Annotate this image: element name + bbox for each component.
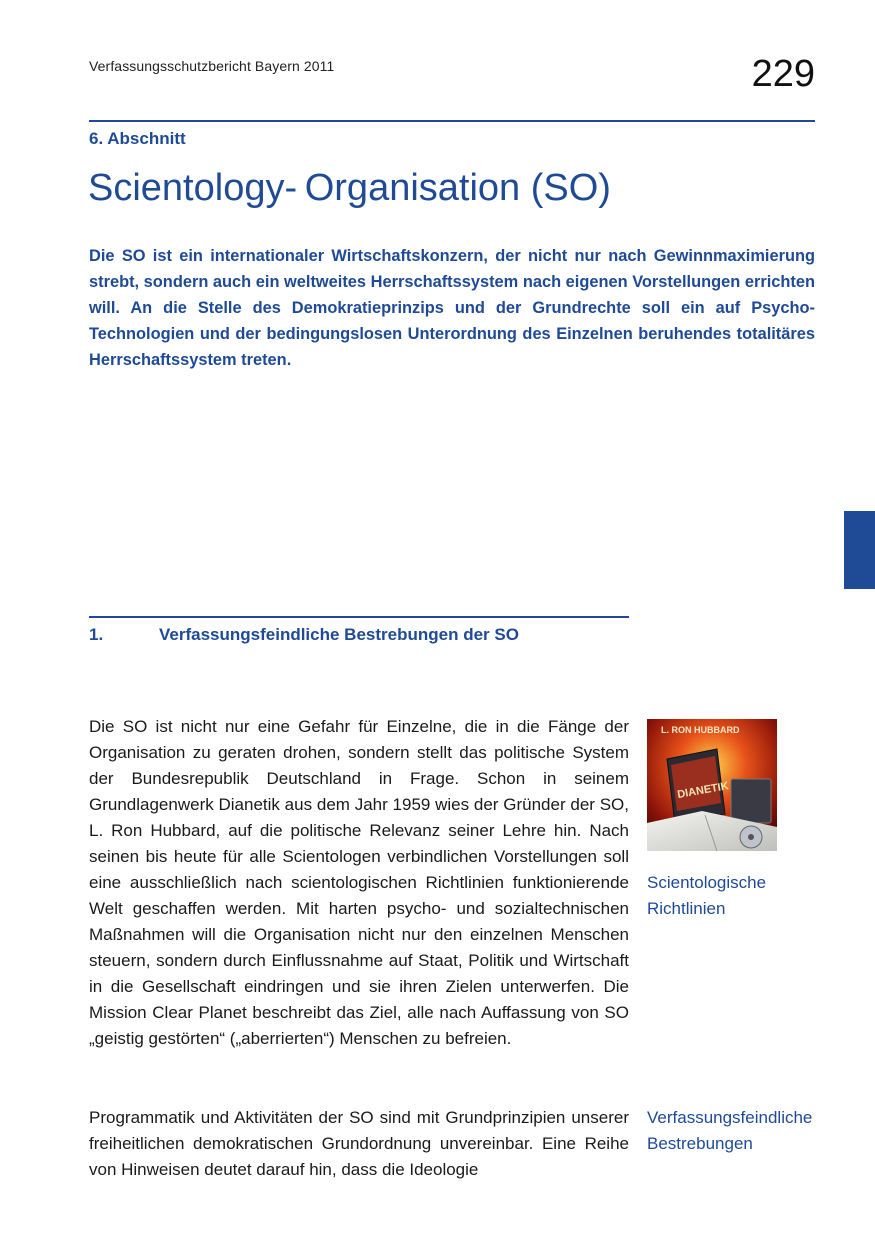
subsection-title: Verfassungsfeindliche Bestrebungen der SO (159, 625, 519, 644)
running-header-title: Verfassungsschutzbericht Bayern 2011 (89, 58, 335, 74)
subsection-rule (89, 616, 629, 618)
chapter-lead-paragraph: Die SO ist ein internationaler Wirtschaftskonzern, der nicht nur nach Gewinnmaximierung strebt, sondern auch ein weltweites Herrschaftssystem nach eigenen Vorstellungen errichten will. An die Stelle des Demokratieprinzips und der Grundrechte soll ein auf Psycho-Technologien und der bedingungslosen Unterordnung des Einzelnen beruhendes totalitäres Herrschaftssystem treten. (89, 247, 815, 369)
cd-case (731, 779, 771, 823)
header-rule (89, 120, 815, 122)
page-number: 229 (751, 53, 815, 95)
book-author-text: L. RON HUBBARD (661, 725, 740, 735)
book-title-text: DIANETIK (676, 780, 730, 802)
dianetik-book-photo (647, 719, 777, 851)
chapter-title: Scientology- Organisation (SO) (88, 167, 611, 209)
margin-note-richtlinien: Scientologische Richtlinien (647, 873, 767, 918)
body-paragraph-1: Die SO ist nicht nur eine Gefahr für Einzelne, die in die Fänge der Organisation zu geraten drohen, sondern stellt das politische System der Bundesrepublik Deutschland in Frage. Schon in seinem Grundlagenwerk Dianetik aus dem Jahr 1959 wies der Gründer der SO, L. Ron Hubbard, auf die politische Relevanz seiner Lehre hin. Nach seinen bis heute für alle Scientologen verbindlichen Vorstellungen soll eine ausschließlich nach scientologischen Richtlinien funktionierende Welt geschaffen werden. Mit harten psycho- und sozialtechnischen Maßnahmen will die Organisation nicht nur den einzelnen Menschen steuern, sondern durch Einflussnahme auf Staat, Politik und Wirtschaft in die Gesellschaft eindringen und sie ihren Zielen unterwerfen. Die Mission Clear Planet beschreibt das Ziel, alle nach Auffassung von SO „geistig gestörten“ („aberrierten“) Menschen zu befreien. (89, 717, 629, 1048)
body-paragraph-2: Programmatik und Aktivitäten der SO sind mit Grundprinzipien unserer freiheitlichen demokratischen Grundordnung unvereinbar. Eine Reihe von Hinweisen deutet darauf hin, dass die Ideologie (89, 1108, 629, 1179)
subsection-number: 1. (89, 625, 104, 644)
chapter-thumb-tab (844, 511, 875, 589)
cd-hole (748, 834, 754, 840)
section-label: 6. Abschnitt (89, 129, 186, 148)
margin-note-bestrebungen: Verfassungsfeindliche Bestrebungen (647, 1108, 813, 1153)
